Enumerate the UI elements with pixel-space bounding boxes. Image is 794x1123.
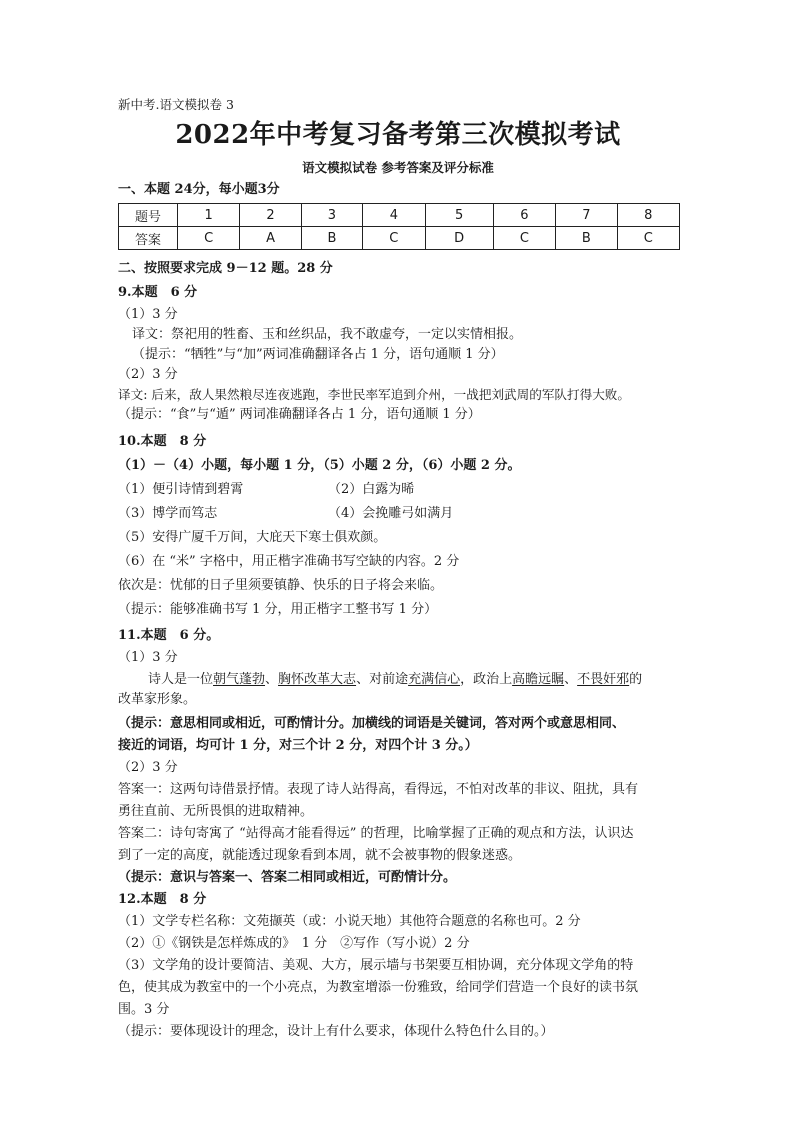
q10-title: 10.本题 8 分: [118, 434, 207, 449]
answer-text: 、对前途: [356, 672, 409, 687]
q11-title: 11.本题 6 分。: [118, 628, 220, 643]
question-number-cell: 1: [178, 204, 240, 227]
answer-cell: C: [493, 227, 555, 250]
question-number-cell: 2: [240, 204, 301, 227]
q9-part1-translation: 译文：祭祀用的牲畜、玉和丝织品，我不敢虚夸，一定以实情相报。: [132, 327, 523, 342]
answer-cell: B: [301, 227, 362, 250]
keyword: 不畏奸邪: [577, 672, 630, 687]
q11-answer1-line1: 答案一：这两句诗借景抒情。表现了诗人站得高，看得远，不怕对改革的非议、阻扰，具有: [118, 782, 639, 797]
section2-heading: 二、按照要求完成 9－12 题。28 分: [118, 261, 333, 276]
q10-answer-1: （1）便引诗情到碧霄: [118, 482, 244, 497]
q11-answer1-line2: 勇往直前、无所畏惧的进取精神。: [118, 804, 314, 819]
question-number-cell: 5: [425, 204, 493, 227]
q10-answer-2: （2）白露为晞: [328, 482, 415, 497]
page-title: 2022年中考复习备考第三次模拟考试: [175, 120, 621, 150]
q12-part1: （1）文学专栏名称：文苑撷英（或：小说天地）其他符合题意的名称也可。2 分: [118, 914, 581, 929]
table-row-answers: [119, 227, 680, 250]
table-row-numbers: [119, 204, 680, 227]
answer-text: 、: [564, 672, 578, 687]
q10-answer-6: （6）在 “米” 字格中，用正楷字准确书写空缺的内容。2 分: [118, 554, 460, 569]
q11-part1-hint-line1: （提示：意思相同或相近，可酌情计分。加横线的词语是关键词，答对两个或意思相同、: [118, 716, 626, 731]
keyword: 充满信心: [408, 672, 461, 687]
q11-part1-answer-cont: 改革家形象。: [118, 692, 197, 707]
q10-answer-4: （4）会挽雕弓如满月: [328, 506, 454, 521]
question-number-cell: 8: [617, 204, 679, 227]
keyword: 高瞻远瞩: [512, 672, 565, 687]
page-subtitle: 语文模拟试卷 参考答案及评分标准: [302, 160, 494, 175]
answer-text: 、: [265, 672, 279, 687]
answer-cell: D: [425, 227, 493, 250]
answer-cell: C: [363, 227, 425, 250]
question-number-cell: 3: [301, 204, 362, 227]
answer-cell: B: [556, 227, 617, 250]
q12-part3-line1: （3）文学角的设计要简洁、美观、大方，展示墙与书架要互相协调，充分体现文学角的特: [118, 958, 634, 973]
q10-scoring: （1）－（4）小题，每小题 1 分，（5）小题 2 分，（6）小题 2 分。: [118, 458, 521, 473]
answer-table: [118, 203, 680, 250]
answer-text: 的: [629, 672, 643, 687]
q12-part2: （2）①《钢铁是怎样炼成的》 1 分 ②写作（写小说）2 分: [118, 936, 470, 951]
answer-cell: C: [178, 227, 240, 250]
q12-part3-line2: 色，使其成为教室中的一个小亮点，为教室增添一份雅致，给同学们营造一个良好的读书氛: [118, 980, 639, 995]
q11-answer2-line1: 答案二：诗句寄寓了 “站得高才能看得远” 的哲理，比喻掌握了正确的观点和方法，认识达: [118, 826, 634, 841]
q9-part2-score: （2）3 分: [118, 367, 178, 382]
q10-answer-5: （5）安得广厦千万间，大庇天下寒士俱欢颜。: [118, 530, 387, 545]
row-label-number: 题号: [119, 204, 178, 227]
question-number-cell: 6: [493, 204, 555, 227]
question-number-cell: 7: [556, 204, 617, 227]
q11-part2-score: （2）3 分: [118, 760, 178, 775]
q10-answer-6-content: 依次是：忧郁的日子里须要镇静、快乐的日子将会来临。: [118, 578, 444, 593]
answer-text: 诗人是一位: [148, 672, 214, 687]
keyword: 胸怀改革大志: [278, 672, 357, 687]
q11-part1-score: （1）3 分: [118, 650, 178, 665]
q12-title: 12.本题 8 分: [118, 892, 207, 907]
q9-title: 9.本题 6 分: [118, 285, 198, 300]
q11-part2-hint: （提示：意识与答案一、答案二相同或相近，可酌情计分。: [118, 870, 457, 885]
row-label-answer: 答案: [119, 227, 178, 250]
q9-part2-translation: 译文: 后来，敌人果然粮尽连夜逃跑，李世民率军追到介州，一战把刘武周的军队打得大败。: [118, 387, 630, 402]
q9-part2-hint: （提示：“食”与“遁” 两词准确翻译各占 1 分，语句通顺 1 分）: [118, 407, 481, 422]
q10-hint: （提示：能够准确书写 1 分，用正楷字工整书写 1 分）: [118, 602, 438, 617]
q9-part1-score: （1）3 分: [118, 307, 178, 322]
answer-cell: C: [617, 227, 679, 250]
section1-heading: 一、本题 24分，每小题3分: [118, 182, 280, 197]
answer-cell: A: [240, 227, 301, 250]
series-label: 新中考.语文模拟卷 3: [118, 97, 234, 112]
q11-part1-hint-line2: 接近的词语，均可计 1 分，对三个计 2 分，对四个计 3 分。）: [118, 738, 478, 753]
question-number-cell: 4: [363, 204, 425, 227]
q11-answer2-line2: 到了一定的高度，就能透过现象看到本周，就不会被事物的假象迷惑。: [118, 848, 522, 863]
q12-hint: （提示：要体现设计的理念，设计上有什么要求，体现什么特色什么目的。）: [118, 1024, 554, 1039]
q11-part1-answer: [118, 670, 642, 690]
answer-text: ，政治上: [460, 672, 513, 687]
keyword: 朝气蓬勃: [213, 672, 266, 687]
q9-part1-hint: （提示：“牺牲”与“加”两词准确翻译各占 1 分，语句通顺 1 分）: [132, 347, 504, 362]
q10-answer-3: （3）博学而笃志: [118, 506, 218, 521]
q12-part3-line3: 围。3 分: [118, 1002, 170, 1017]
